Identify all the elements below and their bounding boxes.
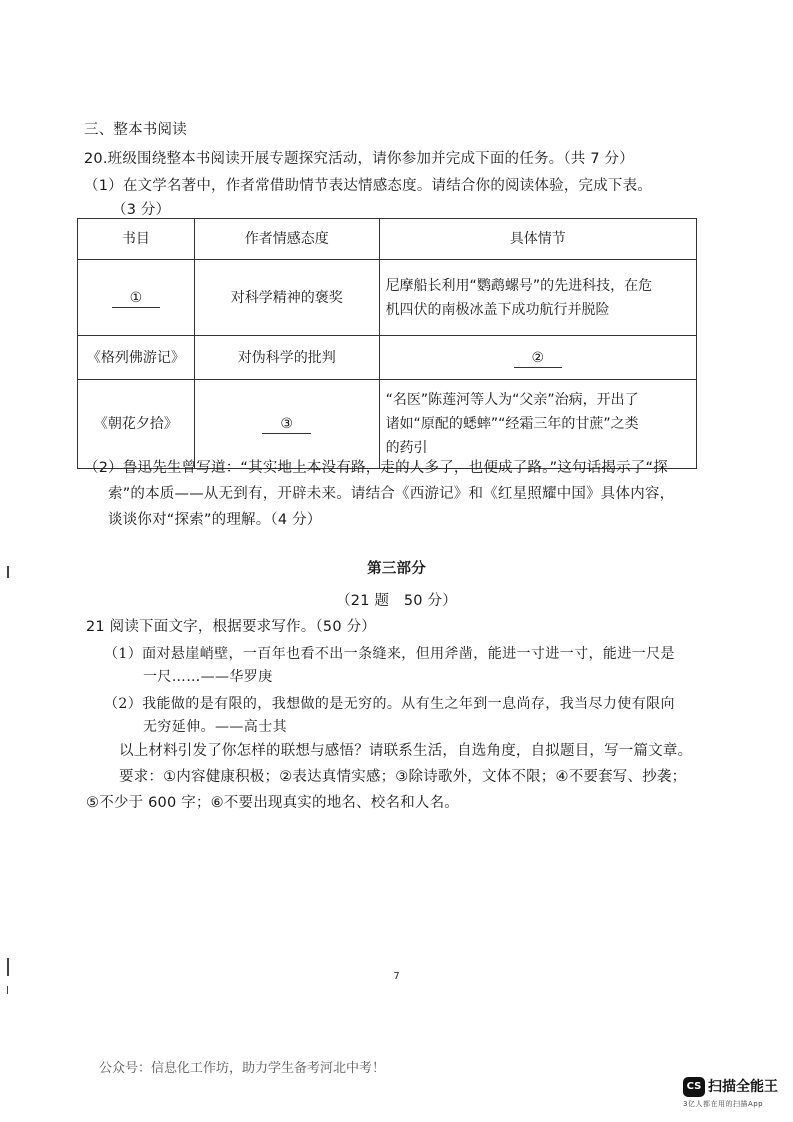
q21-requirements-line2: ⑤不少于 600 字；⑥不要出现真实的地名、校名和人名。 <box>86 795 459 811</box>
q21-stem: 21 阅读下面文字，根据要求写作。（50 分） <box>86 619 376 635</box>
q20-part2-line3: 谈谈你对“探索”的理解。（4 分） <box>108 512 322 528</box>
row2-book: 《格列佛游记》 <box>78 336 195 380</box>
row1-attitude: 对科学精神的褒奖 <box>194 260 379 336</box>
part3-title: 第三部分 <box>367 561 426 577</box>
blank-1[interactable]: ① <box>112 289 161 308</box>
row3-plot-line1: “名医”陈莲河等人为“父亲”治病，开出了 <box>385 392 639 408</box>
q21-material2-line2: 无穷延伸。——高士其 <box>143 719 287 735</box>
q21-requirements-line1: 要求：①内容健康积极；②表达真情实感；③除诗歌外，文体不限；④不要套写、抄袭； <box>119 769 687 785</box>
q21-material2-line1: （2）我能做的是有限的，我想做的是无穷的。从有生之年到一息尚存，我当尽力使有限向 <box>104 696 675 712</box>
row3-book: 《朝花夕拾》 <box>78 380 195 469</box>
header-book: 书目 <box>78 219 195 260</box>
q20-stem: 20.班级围绕整本书阅读开展专题探究活动，请你参加并完成下面的任务。（共 7 分） <box>84 151 634 167</box>
table-row <box>78 260 697 336</box>
camscanner-subtitle: 3亿人都在用的扫描App <box>683 1100 764 1108</box>
table-row <box>78 380 697 469</box>
q21-material1-line1: （1）面对悬崖峭壁，一百年也看不出一条缝来，但用斧凿，能进一寸进一寸，能进一尺是 <box>104 646 675 662</box>
row1-plot-line1: 尼摩船长利用“鹦鹉螺号”的先进科技，在危 <box>385 277 653 294</box>
reading-table <box>77 218 697 469</box>
table-row <box>78 336 697 380</box>
row3-plot-line2: 诸如“原配的蟋蟀”“经霜三年的甘蔗”之类 <box>385 416 639 432</box>
scan-margin-mark <box>7 566 9 578</box>
section-heading: 三、整本书阅读 <box>84 122 187 138</box>
table-header-row <box>78 219 697 260</box>
blank-3[interactable]: ③ <box>262 415 311 434</box>
q20-part1-points: （3 分） <box>112 202 171 218</box>
camscanner-logo: CS <box>683 1077 705 1097</box>
scan-margin-mark <box>7 986 8 994</box>
q20-part2-line1: （2）鲁迅先生曾写道：“其实地上本没有路，走的人多了，也便成了路。”这句话揭示了“探 <box>84 460 668 476</box>
q20-part2-line2: 索”的本质——从无到有，开辟未来。请结合《西游记》和《红星照耀中国》具体内容， <box>108 486 675 502</box>
blank-2[interactable]: ② <box>514 349 563 368</box>
q20-part1-instruction: （1）在文学名著中，作者常借助情节表达情感态度。请结合你的阅读体验，完成下表。 <box>84 178 653 194</box>
row1-plot-line2: 机四伏的南极冰盖下成功航行并脱险 <box>385 301 610 318</box>
q21-prompt: 以上材料引发了你怎样的联想与感悟？请联系生活，自选角度，自拟题目，写一篇文章。 <box>119 743 693 759</box>
page-number: 7 <box>393 971 400 982</box>
header-plot: 具体情节 <box>379 219 696 260</box>
row3-plot-line3: 的药引 <box>385 440 428 456</box>
row2-attitude: 对伪科学的批判 <box>194 336 379 380</box>
part3-subtitle: （21 题 50 分） <box>336 593 457 609</box>
q21-material1-line2: 一尺……——华罗庚 <box>143 669 273 685</box>
header-attitude: 作者情感态度 <box>194 219 379 260</box>
camscanner-title: 扫描全能王 <box>708 1079 778 1095</box>
footer-note: 公众号：信息化工作坊，助力学生备考河北中考！ <box>99 1061 386 1076</box>
